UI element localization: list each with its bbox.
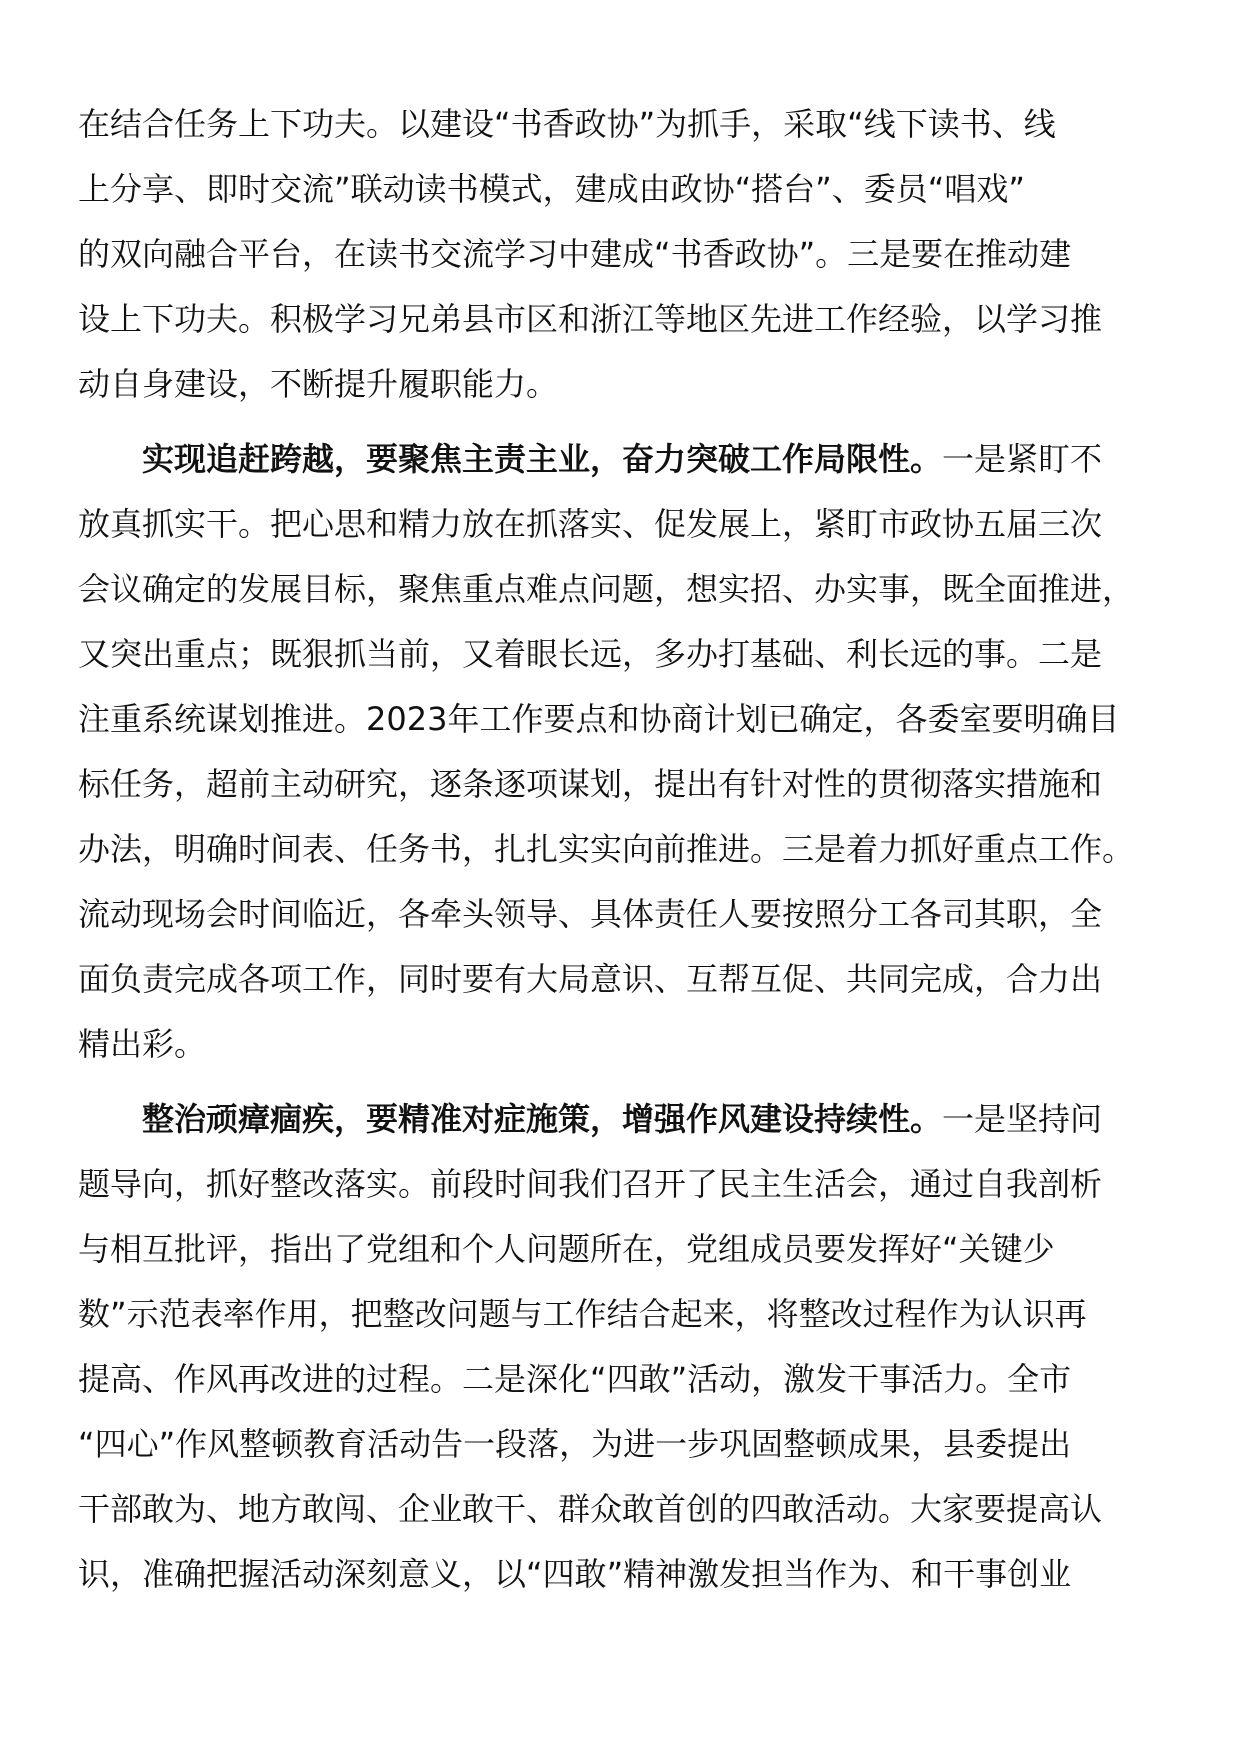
text-line: 放真抓实干。把心思和精力放在抓落实、促发展上，紧盯市政协五届三次 <box>78 505 1103 543</box>
text-line <box>78 427 1148 492</box>
text-line: 标任务，超前主动研究，逐条逐项谋划，提出有针对性的贯彻落实措施和 <box>78 765 1103 803</box>
document-body <box>78 92 1148 1607</box>
heading-line-rest: 一是坚持问 <box>942 1100 1103 1138</box>
paragraph-2 <box>78 427 1148 1077</box>
text-line: 上分享、即时交流”联动读书模式，建成由政协“搭台”、委员“唱戏” <box>78 170 1025 208</box>
paragraph-spacer <box>78 417 1148 427</box>
section-heading: 实现追赶跨越，要聚焦主责主业，奋力突破工作局限性。 <box>142 440 943 478</box>
text-line: 面负责完成各项工作，同时要有大局意识、互帮互促、共同完成，合力出 <box>78 960 1103 998</box>
heading-line-rest: 一是紧盯不 <box>942 440 1103 478</box>
text-line: 在结合任务上下功夫。以建设“书香政协”为抓手，采取“线下读书、线 <box>78 105 1056 143</box>
text-line: 注重系统谋划推进。2023年工作要点和协商计划已确定，各委室要明确目 <box>78 700 1120 738</box>
text-line: 办法，明确时间表、任务书，扎扎实实向前推进。三是着力抓好重点工作。 <box>78 830 1135 868</box>
text-line: 精出彩。 <box>78 1025 207 1063</box>
text-line: 识，准确把握活动深刻意义，以“四敢”精神激发担当作为、和干事创业 <box>78 1555 1072 1593</box>
paragraph-1 <box>78 92 1148 417</box>
text-line: 又突出重点；既狠抓当前，又着眼长远，多办打基础、利长远的事。二是 <box>78 635 1103 673</box>
text-line: 干部敢为、地方敢闯、企业敢干、群众敢首创的四敢活动。大家要提高认 <box>78 1490 1103 1528</box>
paragraph-3 <box>78 1087 1148 1607</box>
text-line <box>78 1087 1148 1152</box>
text-line: 提高、作风再改进的过程。二是深化“四敢”活动，激发干事活力。全市 <box>78 1360 1072 1398</box>
text-line: 动自身建设，不断提升履职能力。 <box>78 365 559 403</box>
text-line: 会议确定的发展目标，聚焦重点难点问题，想实招、办实事，既全面推进， <box>78 570 1135 608</box>
text-line: 与相互批评，指出了党组和个人问题所在，党组成员要发挥好“关键少 <box>78 1230 1055 1268</box>
text-line: “四心”作风整顿教育活动告一段落，为进一步巩固整顿成果，县委提出 <box>78 1425 1072 1463</box>
text-line: 题导向，抓好整改落实。前段时间我们召开了民主生活会，通过自我剖析 <box>78 1165 1103 1203</box>
text-line: 设上下功夫。积极学习兄弟县市区和浙江等地区先进工作经验，以学习推 <box>78 300 1103 338</box>
text-line: 的双向融合平台，在读书交流学习中建成“书香政协”。三是要在推动建 <box>78 235 1072 273</box>
paragraph-spacer <box>78 1077 1148 1087</box>
text-line: 流动现场会时间临近，各牵头领导、具体责任人要按照分工各司其职，全 <box>78 895 1103 933</box>
section-heading: 整治顽瘴痼疾，要精准对症施策，增强作风建设持续性。 <box>142 1100 943 1138</box>
text-line: 数”示范表率作用，把整改问题与工作结合起来，将整改过程作为认识再 <box>78 1295 1087 1333</box>
